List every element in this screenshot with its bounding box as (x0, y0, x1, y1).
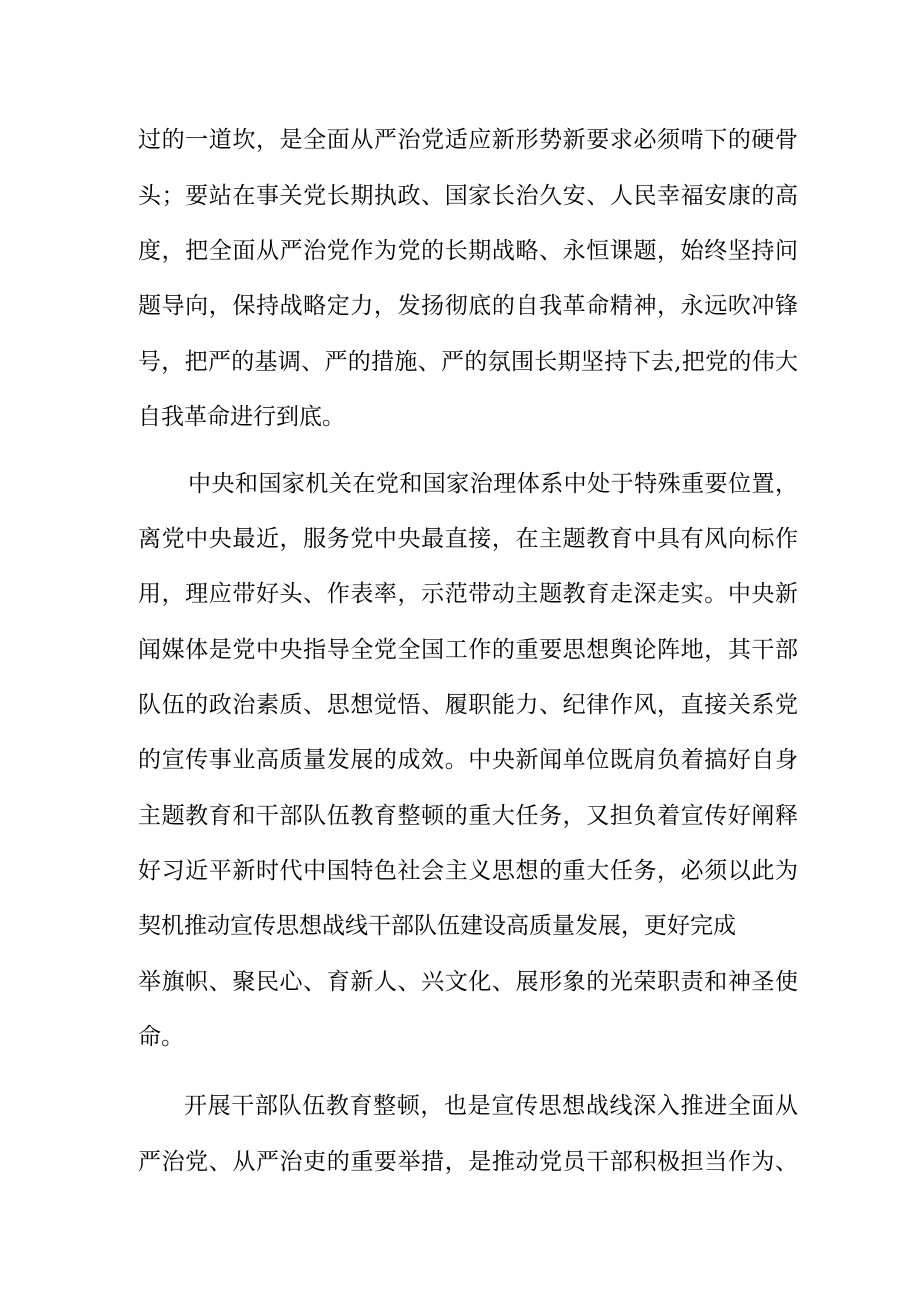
text-line: 契机推动宣传思想战线干部队伍建设高质量发展，更好完成 (138, 913, 736, 939)
text-line: 过的一道坎，是全面从严治党适应新形势新要求必须啃下的硬骨 (138, 127, 798, 153)
text-line: 用，理应带好头、作表率，示范带动主题教育走深走实。中央新 (138, 581, 798, 607)
text-line: 严治党、从严治吏的重要举措，是推动党员干部积极担当作为、 (138, 1149, 798, 1175)
text-line: 题导向，保持战略定力，发扬彻底的自我革命精神，永远吹冲锋 (138, 293, 798, 319)
text-line: 举旗帜、聚民心、育新人、兴文化、展形象的光荣职责和神圣使 (138, 969, 798, 995)
text-line: 命。 (138, 1024, 184, 1050)
text-line: 度，把全面从严治党作为党的长期战略、永恒课题，始终坚持问 (138, 238, 798, 264)
text-line: 开展干部队伍教育整顿，也是宣传思想战线深入推进全面从 (184, 1093, 798, 1119)
text-line: 主题教育和干部队伍教育整顿的重大任务，又担负着宣传好阐释 (138, 803, 798, 829)
text-line: 中央和国家机关在党和国家治理体系中处于特殊重要位置， (188, 471, 798, 497)
text-line: 闻媒体是党中央指导全党全国工作的重要思想舆论阵地，其干部 (138, 637, 798, 663)
text-line: 号，把严的基调、严的措施、严的氛围长期坚持下去,把党的伟大 (138, 349, 798, 375)
text-line: 队伍的政治素质、思想觉悟、履职能力、纪律作风，直接关系党 (138, 692, 798, 718)
text-line: 离党中央最近，服务党中央最直接，在主题教育中具有风向标作 (138, 526, 798, 552)
text-line: 头；要站在事关党长期执政、国家长治久安、人民幸福安康的高 (138, 183, 798, 209)
text-line: 好习近平新时代中国特色社会主义思想的重大任务，必须以此为 (138, 858, 798, 884)
text-line: 的宣传事业高质量发展的成效。中央新闻单位既肩负着搞好自身 (138, 747, 798, 773)
text-line: 自我革命进行到底。 (138, 404, 345, 430)
